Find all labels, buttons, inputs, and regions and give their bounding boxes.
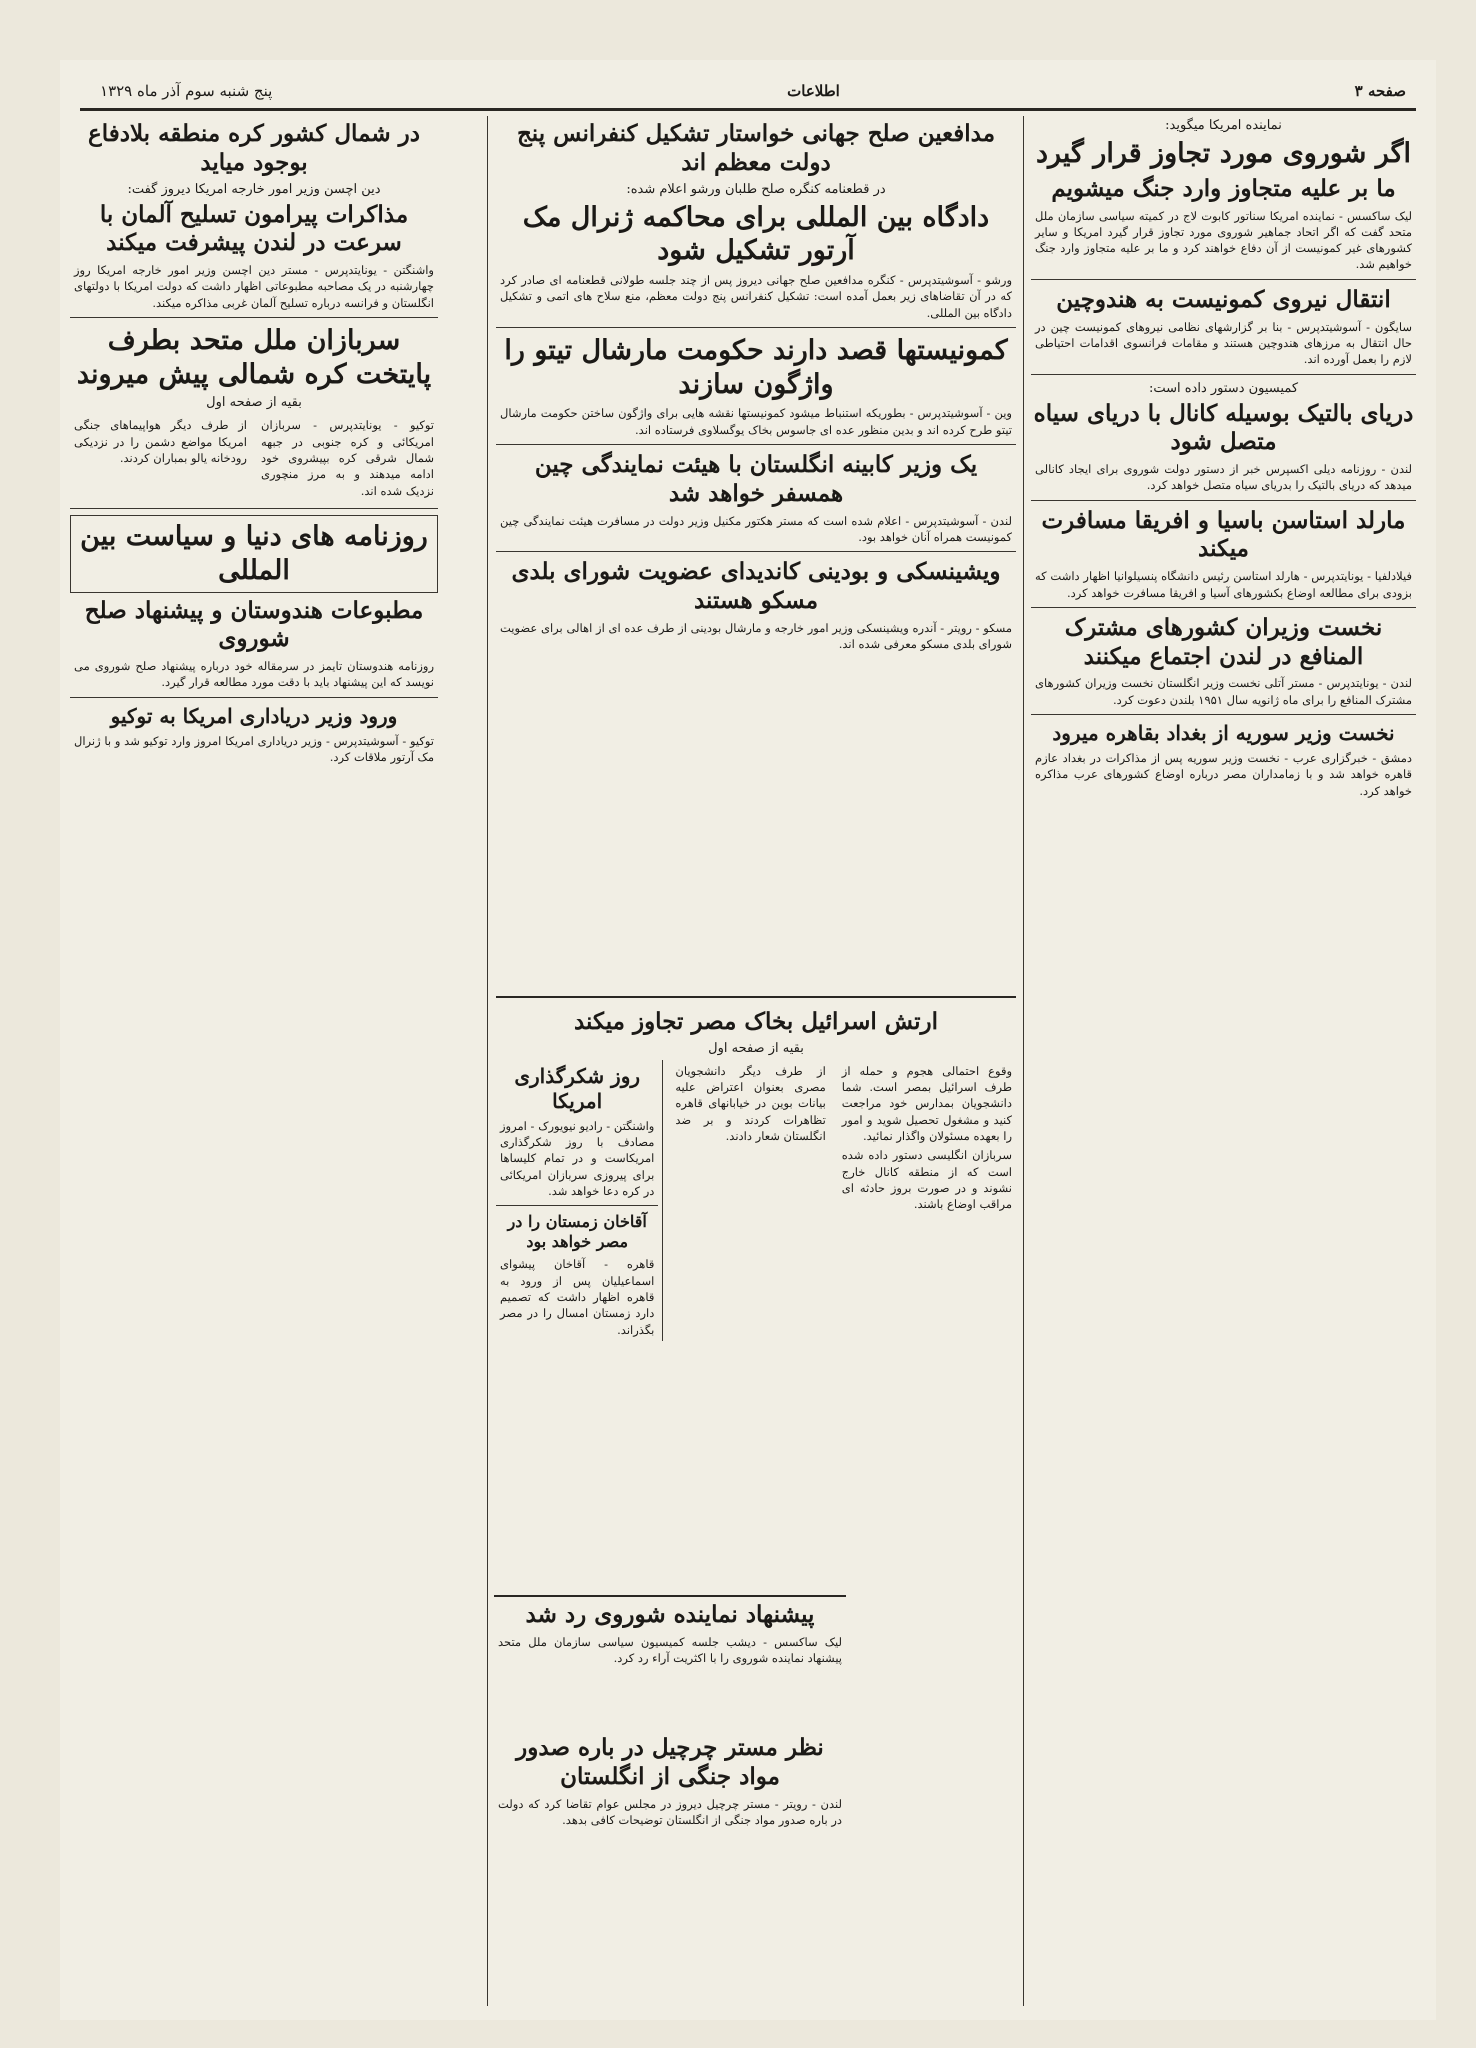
headline: پیشنهاد نماینده شوروی رد شد: [525, 1601, 815, 1628]
article-body: توکیو - آسوشیتدپرس - وزیر دریاداری امریکا امروز وارد توکیو شد و با ژنرال مک آرتور ملاقات کرد.: [74, 733, 434, 765]
article-body: لندن - روزنامه دیلی اکسپرس خبر از دستور دولت شوروی برای ایجاد کانالی میدهد که دریای بالتیک را بدریای سیاه متصل خواهد کرد.: [1035, 462, 1412, 493]
article-body: لیک ساکسس - نماینده امریکا سناتور کابوت لاج در کمیته سیاسی سازمان ملل متحد گفت که اگر اتحاد جماهیر شوروی مورد تجاوز قرار گیرد امریکا و سایر کشورهای غیر کمونیست از آن دفاع خواهند کرد و ما بر علیه متجاوز وارد جنگ خواهیم شد.: [1035, 208, 1412, 272]
headline: مارلد استاسن باسیا و افریقا مسافرت میکند: [1041, 506, 1406, 563]
article-kicker: در قطعنامه کنگره صلح طلبان ورشو اعلام شده:: [626, 181, 886, 197]
divider: [70, 697, 438, 698]
article-body: لندن - یونایتدپرس - مستر آتلی نخست وزیر انگلستان نخست وزیران کشورهای مشترک المنافع را برای ماه ژانویه سال ۱۹۵۱ بلندن دعوت کرد.: [1035, 676, 1412, 707]
headline: یک وزیر کابینه انگلستان با هیئت نمایندگی چین همسفر خواهد شد: [534, 451, 978, 507]
article-body: فیلادلفیا - یونایتدپرس - هارلد استاسن رئیس دانشگاه پنسیلوانیا اظهار داشت که بزودی برای مطالعه اوضاع بکشورهای آسیا و افریقا مسافرت خواهد کرد.: [1035, 569, 1412, 600]
divider: [496, 551, 1016, 552]
continued-note: بقیه از صفحه اول: [206, 395, 302, 411]
right-column: [1031, 116, 1416, 2006]
article-body: وین - آسوشیتدپرس - بطوریکه استنباط میشود کمونیستها نقشه هایی برای واژگون ساختن حکومت مارشال تیتو طرح کرده اند و بدین منظور عده ای جاسوس بخاک یوگسلاوی فرستاده اند.: [500, 406, 1012, 437]
headline: مذاکرات پیرامون تسلیح آلمان با سرعت در لندن پیشرفت میکند: [99, 200, 409, 257]
headline: دادگاه بین المللی برای محاکمه ژنرال مک آرتور تشکیل شود: [522, 201, 990, 267]
section-rule: [496, 996, 1016, 998]
column-rule: [487, 116, 488, 2006]
continued-note: بقیه از صفحه اول: [708, 1040, 804, 1056]
masthead: [100, 78, 1406, 104]
article-body: واشنگتن - رادیو نیویورک - امروز مصادف با روز شکرگذاری امریکاست و در تمام کلیساها برای پیروزی سربازان امریکائی در کره دعا خواهد شد.: [500, 1118, 655, 1199]
page-number: صفحه ۳: [1354, 82, 1406, 100]
article-body: ورشو - آسوشیتدپرس - کنگره مدافعین صلح جهانی دیروز پس از چند جلسه طولانی قطعنامه ای صادر کرد که در آن تقاضاهای زیر بعمل آمده است: تشکیل کنفرانس پنج دولت معظم، منع سلاح های اتمی و تشکیل دادگاه بین المللی.: [500, 273, 1012, 320]
headline: دریای بالتیک بوسیله کانال با دریای سیاه متصل شود: [1033, 399, 1414, 456]
article-body: قاهره - آقاخان پیشوای اسماعیلیان پس از ورود به قاهره اظهار داشت که تصمیم دارد زمستان امسال را در مصر بگذراند.: [500, 1257, 655, 1337]
article-body: وقوع احتمالی هجوم و حمله از طرف اسرائیل بمصر است. شما دانشجویان بمدارس خود مراجعت کنید و مشغول تحصیل شوید و امور را بعهده مسئولان واگذار نمائید.: [841, 1063, 1012, 1144]
section-banner: روزنامه های دنیا و سیاست بین المللی: [70, 515, 438, 593]
divider: [1031, 607, 1416, 608]
article-body: توکیو - یونایتدپرس - سربازان امریکائی و کره جنوبی در جبهه شمال شرقی کره بپیشروی خود ادامه میدهند و به مرز منچوری نزدیک شده اند.: [261, 418, 434, 498]
headline: در شمال کشور کره منطقه بلادفاع بوجود میاید: [87, 120, 420, 176]
headline: نخست وزیر سوریه از بغداد بقاهره میرود: [1052, 721, 1395, 746]
headline: مطبوعات هندوستان و پیشنهاد صلح شوروی: [84, 596, 424, 653]
headline: ارتش اسرائیل بخاک مصر تجاوز میکند: [573, 1008, 938, 1035]
divider: [496, 1205, 658, 1206]
column-rule: [1023, 116, 1024, 2006]
article-body: واشنگتن - یونایتدپرس - مستر دین اچسن وزیر امور خارجه امریکا روز چهارشنبه در یک مصاحبه مطبوعاتی اظهار داشت که دولت امریکا با دولتهای انگلستان و فرانسه درباره تسلیح آلمان غربی مذاکره میکند.: [74, 263, 434, 310]
headline: ویشینسکی و بودینی کاندیدای عضویت شورای بلدی مسکو هستند: [511, 558, 1001, 615]
churchill-article: [494, 1730, 846, 2005]
issue-date: پنج شنبه سوم آذر ماه ۱۳۲۹: [100, 82, 273, 100]
article-body: سایگون - آسوشیتدپرس - بنا بر گزارشهای نظامی نیروهای کمونیست چین در حال انتقال به مرزهای هندوچین هستند و مقامات فرانسوی اقدامات احتیاطی لازم را بعمل آورده اند.: [1035, 319, 1412, 367]
headline: مدافعین صلح جهانی خواستار تشکیل کنفرانس پنج دولت معظم اند: [516, 120, 996, 176]
headline: کمونیستها قصد دارند حکومت مارشال تیتو را واژگون سازند: [504, 334, 1008, 400]
headline: ورود وزیر دریاداری امریکا به توکیو: [110, 703, 398, 728]
left-column: [70, 116, 438, 2006]
divider: [1031, 714, 1416, 715]
divider: [1031, 374, 1416, 375]
divider: [496, 327, 1016, 328]
article-body: دمشق - خبرگزاری عرب - نخست وزیر سوریه پس از مذاکرات در بغداد عازم قاهره خواهد شد و با زمامداران مصر درباره اوضاع کشورهای عرب مذاکره خواهد کرد.: [1035, 751, 1412, 798]
headline: سربازان ملل متحد بطرف پایتخت کره شمالی پیش میروند: [76, 324, 432, 390]
article-body: لیک ساکسس - دیشب جلسه کمیسیون سیاسی سازمان ملل متحد پیشنهاد نماینده شوروی را با اکثریت آراء رد کرد.: [498, 1634, 842, 1666]
israel-article: [496, 1004, 1016, 1524]
divider: [70, 317, 438, 318]
divider: [70, 508, 438, 509]
headline: نخست وزیران کشورهای مشترک المنافع در لندن اجتماع میکنند: [1064, 613, 1383, 670]
article-kicker: دین اچسن وزیر امور خارجه امریکا دیروز گفت:: [127, 181, 381, 197]
article-body: سربازان انگلیسی دستور داده شده است که از منطقه کانال خارج نشوند و در صورت بروز حادثه ای مراقب اوضاع باشند.: [841, 1148, 1012, 1212]
newspaper-name: اطلاعات: [787, 82, 840, 100]
article-body: از طرف دیگر دانشجویان مصری بعنوان اعتراض علیه بیانات بوین در خیابانهای قاهره تظاهرات کردند و بر ضد انگلستان شعار دادند.: [675, 1063, 826, 1144]
article-body: لندن - رویتر - مستر چرچیل دیروز در مجلس عوام تقاضا کرد که دولت در باره صدور مواد جنگی از انگلستان توضیحات کافی بدهد.: [498, 1796, 842, 1827]
article-kicker: نماینده امریکا میگوید:: [1165, 118, 1282, 133]
soviet-article: [494, 1595, 846, 1725]
article-body: از طرف دیگر هواپیماهای جنگی امریکا مواضع دشمن را در نزدیکی رودخانه یالو بمباران کردند.: [74, 418, 247, 466]
masthead-rule: [80, 108, 1416, 111]
headline: انتقال نیروی کمونیست به هندوچین: [1056, 285, 1391, 313]
newspaper-page: [60, 60, 1436, 2020]
article-body: لندن - آسوشیتدپرس - اعلام شده است که مستر هکتور مکنیل وزیر دولت در مسافرت هیئت نمایندگی چین کمونیست همراه آنان خواهد بود.: [500, 513, 1012, 544]
article-kicker: کمیسیون دستور داده است:: [1148, 380, 1299, 396]
section-rule: [494, 1595, 846, 1597]
headline: نظر مستر چرچیل در باره صدور مواد جنگی از انگلستان: [516, 1734, 824, 1790]
article-body: مسکو - رویتر - آندره ویشینسکی وزیر امور خارجه و مارشال بودینی از طرف عده ای از اهالی برای عضویت شورای بلدی مسکو معرفی شده اند.: [500, 620, 1012, 652]
center-column: [496, 116, 1016, 991]
divider: [1031, 279, 1416, 280]
article-body: روزنامه هندوستان تایمز در سرمقاله خود درباره پیشنهاد صلح شوروی می نویسد که این پیشنهاد باید با دقت مورد مطالعه قرار گیرد.: [74, 659, 434, 690]
headline: اگر شوروی مورد تجاوز قرار گیرد: [1035, 138, 1412, 169]
divider: [496, 444, 1016, 445]
headline: روز شکرگذاری امریکا: [514, 1063, 641, 1113]
headline: ما بر علیه متجاوز وارد جنگ میشویم: [1051, 174, 1396, 202]
headline: آقاخان زمستان را در مصر خواهد بود: [507, 1212, 647, 1252]
divider: [1031, 500, 1416, 501]
